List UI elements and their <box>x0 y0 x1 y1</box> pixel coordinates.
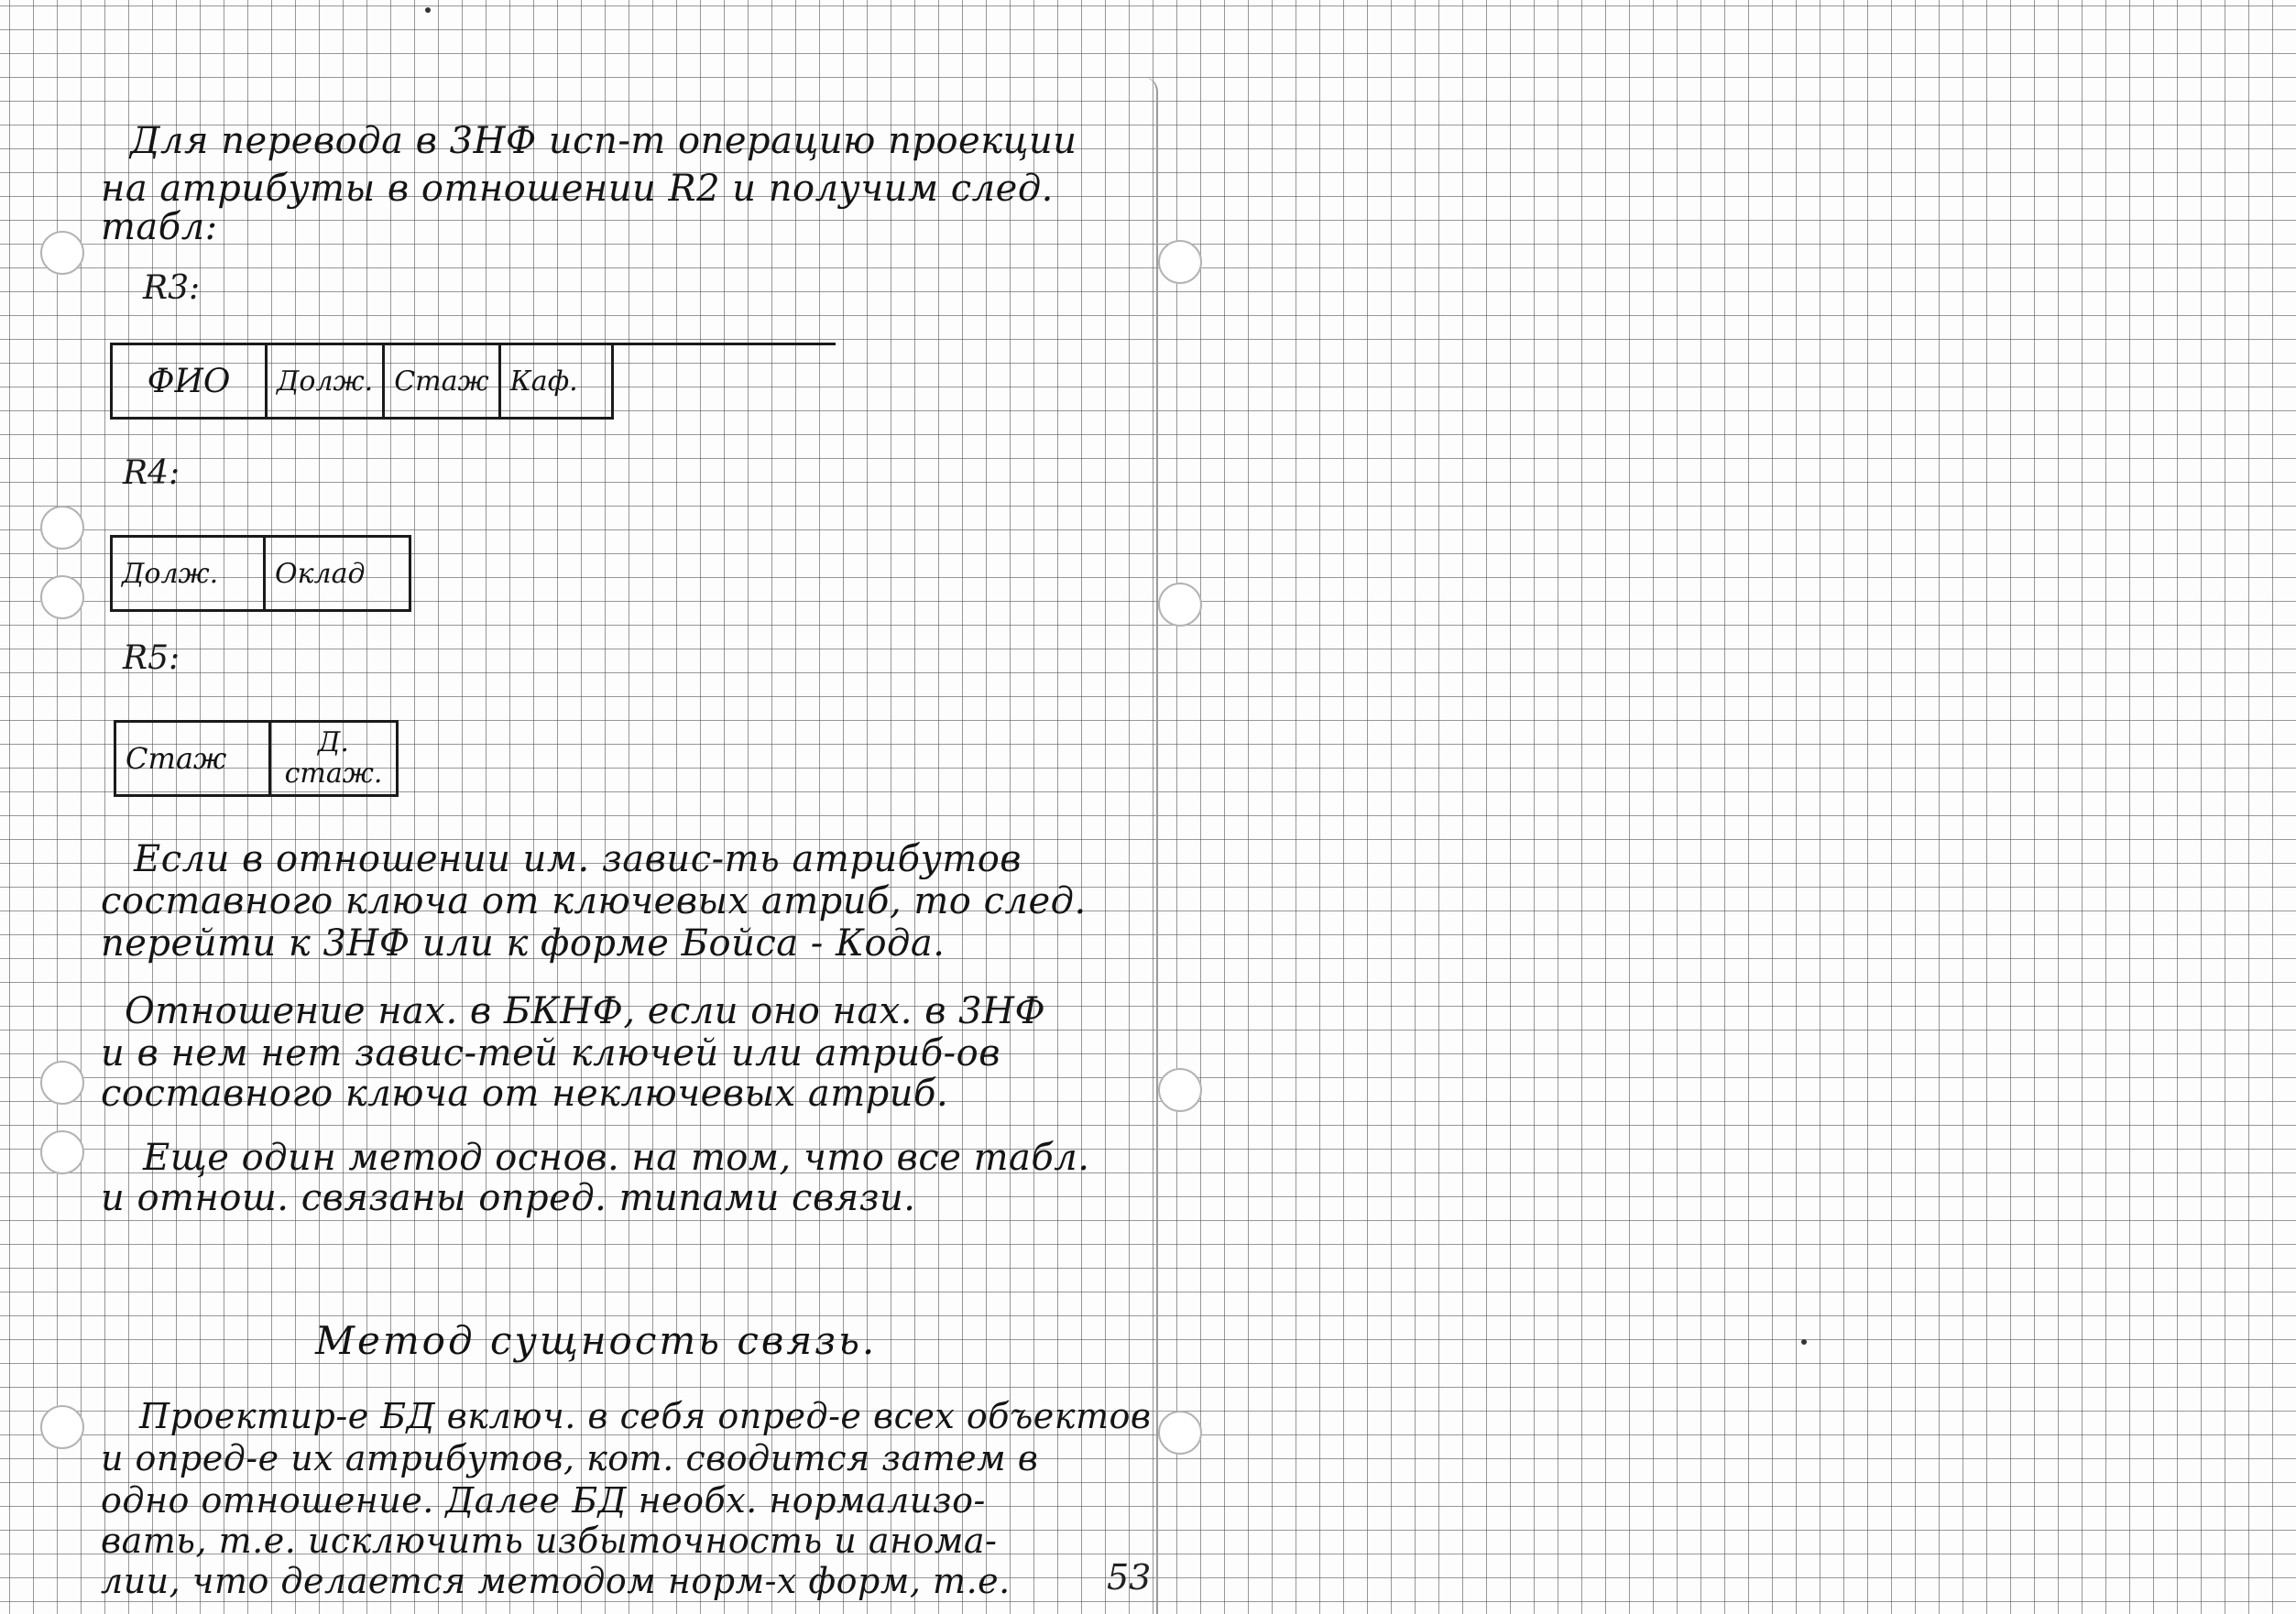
table-cell: Стаж <box>384 344 499 419</box>
table-cell: ФИО <box>112 344 267 419</box>
binder-hole <box>1158 1068 1202 1112</box>
handwritten-line: Для перевода в 3НФ исп-т операцию проекции <box>130 120 1077 162</box>
table-row <box>115 722 398 796</box>
binder-hole <box>1158 1411 1202 1455</box>
handwritten-line: составного ключа от неключевых атриб. <box>101 1073 949 1115</box>
table-line <box>605 343 836 345</box>
handwritten-line: Еще один метод основ. на том, что все табл. <box>143 1137 1090 1179</box>
handwritten-line: составного ключа от ключевых атриб, то след. <box>101 880 1087 922</box>
handwritten-line: на атрибуты в отношении R2 и получим след. <box>101 168 1054 210</box>
speck <box>1801 1339 1807 1345</box>
handwritten-line: табл: <box>101 206 218 248</box>
binder-hole <box>40 506 84 550</box>
relation-label-r3: R3: <box>143 269 201 307</box>
binder-hole <box>40 1405 84 1449</box>
speck <box>425 7 431 13</box>
handwritten-line: вать, т.е. исключить избыточность и анома- <box>101 1521 998 1561</box>
table-cell: Каф. <box>499 344 612 419</box>
binder-hole <box>40 1130 84 1174</box>
binder-hole <box>1158 583 1202 627</box>
handwritten-line: Если в отношении им. завис-ть атрибутов <box>134 838 1022 880</box>
relation-table-r4 <box>110 535 411 612</box>
handwritten-line: перейти к 3НФ или к форме Бойса - Кода. <box>101 922 946 965</box>
table-row <box>112 344 613 419</box>
table-cell: Долж. <box>267 344 384 419</box>
handwritten-line: Проектир-е БД включ. в себя опред-е всех объектов <box>139 1396 1152 1436</box>
binder-hole <box>40 575 84 619</box>
table-cell: Д. стаж. <box>270 722 398 796</box>
handwritten-line: и в нем нет завис-тей ключей или атриб-ов <box>101 1032 1000 1074</box>
handwritten-line: Отношение нах. в БКНФ, если оно нах. в 3НФ <box>125 990 1046 1032</box>
section-heading: Метод сущность связь. <box>315 1318 878 1363</box>
table-row <box>112 537 410 611</box>
handwritten-line: лии, что делается методом норм-х форм, т.е. <box>101 1561 1011 1601</box>
binder-hole <box>40 231 84 275</box>
table-cell: Оклад <box>265 537 410 611</box>
table-cell: Долж. <box>112 537 265 611</box>
bleed-through <box>705 229 716 266</box>
handwritten-line: и опред-е их атрибутов, кот. сводится затем в <box>101 1438 1039 1478</box>
handwritten-line: и отнош. связаны опред. типами связи. <box>101 1177 916 1219</box>
relation-table-r5 <box>114 720 399 797</box>
binder-hole <box>40 1061 84 1105</box>
page-number: 53 <box>1107 1557 1152 1598</box>
right-page <box>1156 77 2296 1614</box>
relation-table-r3 <box>110 343 614 420</box>
handwritten-line: одно отношение. Далее БД необх. нормализо- <box>101 1480 986 1521</box>
binder-hole <box>1158 240 1202 284</box>
relation-label-r4: R4: <box>123 454 180 492</box>
table-cell: Стаж <box>115 722 270 796</box>
relation-label-r5: R5: <box>123 639 180 677</box>
